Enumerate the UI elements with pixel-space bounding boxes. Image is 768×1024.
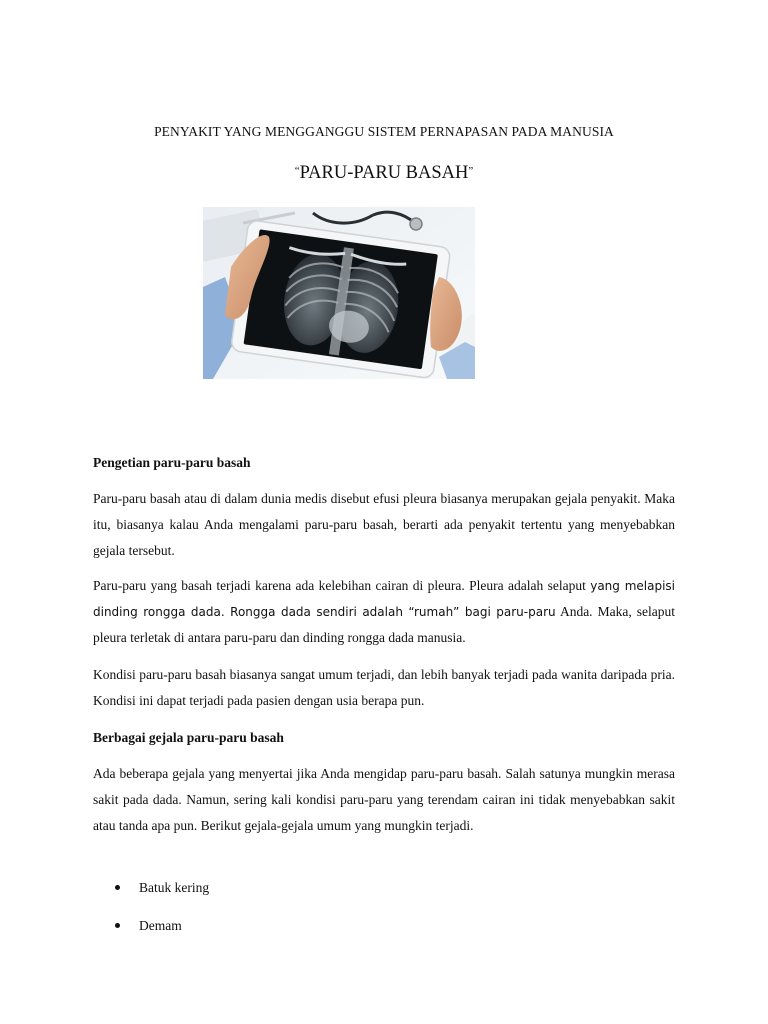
section-heading-symptoms: Berbagai gejala paru-paru basah (93, 730, 284, 745)
chest-xray-tablet-image (203, 207, 475, 379)
paragraph-definition-1: Paru-paru basah atau di dalam dunia medis disebut efusi pleura biasanya merupakan gejala penyakit. Maka itu, biasanya kalau Anda mengalami paru-paru basah, berarti ada penyakit tertentu yang menyebabkan gejala tersebut. (93, 491, 675, 558)
symptom-list (93, 880, 675, 956)
section-heading-definition: Pengetian paru-paru basah (93, 455, 251, 470)
list-item-text: Demam (139, 918, 182, 933)
list-item (93, 918, 675, 956)
xray-illustration (203, 207, 475, 379)
list-item-text: Batuk kering (139, 880, 210, 895)
document-subtitle (0, 163, 768, 184)
bullet-icon (115, 885, 120, 890)
subtitle-text: PARU-PARU BASAH (299, 163, 469, 183)
paragraph-definition-2 (93, 573, 675, 651)
list-item (93, 880, 675, 918)
paragraph-definition-2-part3: Anda. Maka, selaput pleura terletak di antara paru-paru dan dinding rongga dada manusia. (93, 604, 675, 645)
paragraph-definition-2-part1: Paru-paru yang basah terjadi karena ada kelebihan cairan di pleura. Pleura adalah selaput (93, 578, 591, 593)
document-title: PENYAKIT YANG MENGGANGGU SISTEM PERNAPASAN PADA MANUSIA (154, 124, 614, 139)
paragraph-symptoms-1: Ada beberapa gejala yang menyertai jika Anda mengidap paru-paru basah. Salah satunya mungkin merasa sakit pada dada. Namun, sering kali kondisi paru-paru yang terendam cairan ini tidak menyebabkan sakit atau tanda apa pun. Berikut gejala-gejala umum yang mungkin terjadi. (93, 766, 675, 833)
paragraph-definition-3: Kondisi paru-paru basah biasanya sangat umum terjadi, dan lebih banyak terjadi pada wanita daripada pria. Kondisi ini dapat terjadi pada pasien dengan usia berapa pun. (93, 667, 675, 708)
subtitle-open-quote: “ (294, 165, 300, 177)
subtitle-close-quote: ” (468, 165, 474, 177)
paragraph-definition-2-part2: yang melapisi dinding rongga dada. Rongga dada sendiri adalah “rumah” bagi paru-paru (93, 579, 676, 619)
bullet-icon (115, 923, 120, 928)
